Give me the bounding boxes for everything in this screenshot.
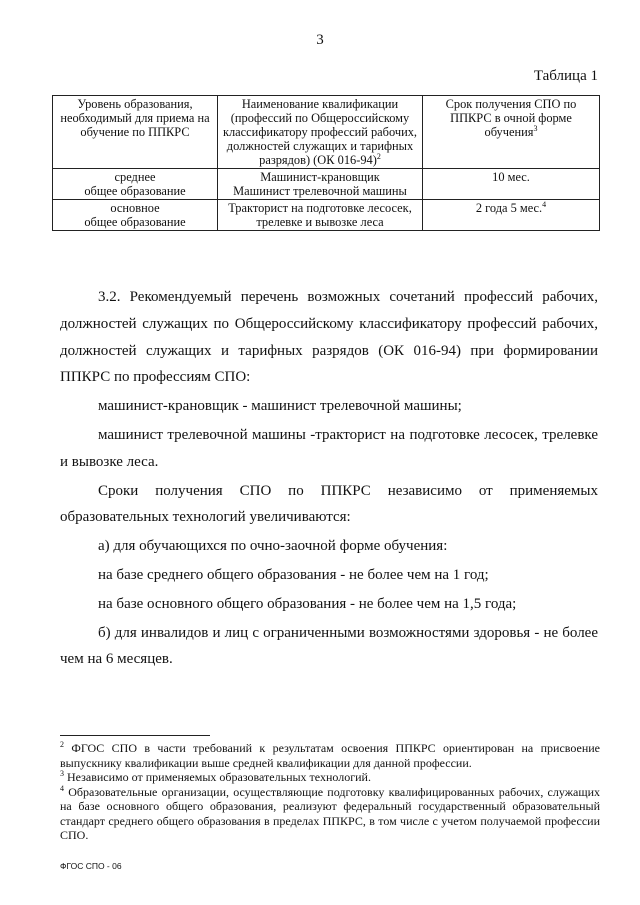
paragraph-secondary: на базе среднего общего образования - не более чем на 1 год; [98, 566, 489, 583]
header-education-level: Уровень образования, необходимый для приема на обучение по ППКРС [53, 96, 218, 169]
qualification-table [52, 95, 600, 231]
paragraph-item-a: а) для обучающихся по очно-заочной форме обучения: [98, 538, 448, 555]
page-number: 3 [316, 32, 324, 48]
cell-level: среднее общее образование [53, 169, 218, 200]
header-qualification: Наименование квалификации (профессий по Общероссийскому классификатору профессий рабочих, должностей служащих и тарифных разрядов) (ОК 016-94)$^2$ [218, 96, 423, 169]
paragraph-combination-2: машинист трелевочной машины -тракторист на подготовке лесосек, трелевке и вывозке леса. [60, 426, 598, 470]
page-footer: ФГОС СПО - 06 [60, 861, 122, 871]
table-header-row [53, 96, 600, 169]
cell-term: 2 года 5 мес.$^4$ [423, 200, 600, 231]
footnotes [60, 741, 600, 843]
paragraph-3-2: 3.2. Рекомендуемый перечень возможных сочетаний профессий рабочих, должностей служащих по Общероссийскому классификатору профессий рабочих, должностей служащих и тарифных разрядов (ОК 016-94) при формировании ППКРС по профессиям СПО: [60, 289, 598, 386]
paragraph-basic: на базе основного общего образования - не более чем на 1,5 года; [98, 595, 517, 612]
paragraph-terms: Сроки получения СПО по ППКРС независимо от применяемых образовательных технологий увеличиваются: [60, 482, 598, 526]
footnote-4: $^4$ Образовательные организации, осуществляющие подготовку квалифицированных рабочих, служащих на базе основного общего образования, реализуют федеральный государственный образовательный стандарт среднего общего образования в пределах ППКРС, в том числе с учетом получаемой профессии СПО. [60, 783, 600, 842]
footnote-2: $^2$ ФГОС СПО в части требований к результатам освоения ППКРС ориентирован на присвоение выпускнику квалификации выше средней квалификации для данной профессии. [60, 740, 601, 770]
paragraph-combination-1: машинист-крановщик - машинист трелевочной машины; [98, 398, 462, 415]
footnote-divider [60, 735, 210, 736]
footnote-ref: 4 [542, 199, 547, 209]
footnote-3: $^3$ Независимо от применяемых образовательных технологий. [60, 769, 371, 784]
footnote-ref: 2 [376, 151, 381, 161]
table-caption: Таблица 1 [533, 68, 598, 84]
header-term: Срок получения СПО по ППКРС в очной форме обучения$^3$ [423, 96, 600, 169]
cell-qualification: Тракторист на подготовке лесосек, трелевке и вывозке леса [218, 200, 423, 231]
table-row [53, 169, 600, 200]
footnote-ref: 3 [533, 123, 538, 133]
paragraph-item-b: б) для инвалидов и лиц с ограниченными возможностями здоровья - не более чем на 6 месяцев. [60, 624, 598, 668]
table-row [53, 200, 600, 231]
cell-level: основное общее образование [53, 200, 218, 231]
body-text [60, 284, 598, 673]
cell-qualification: Машинист-крановщик Машинист трелевочной машины [218, 169, 423, 200]
cell-term: 10 мес. [423, 169, 600, 200]
